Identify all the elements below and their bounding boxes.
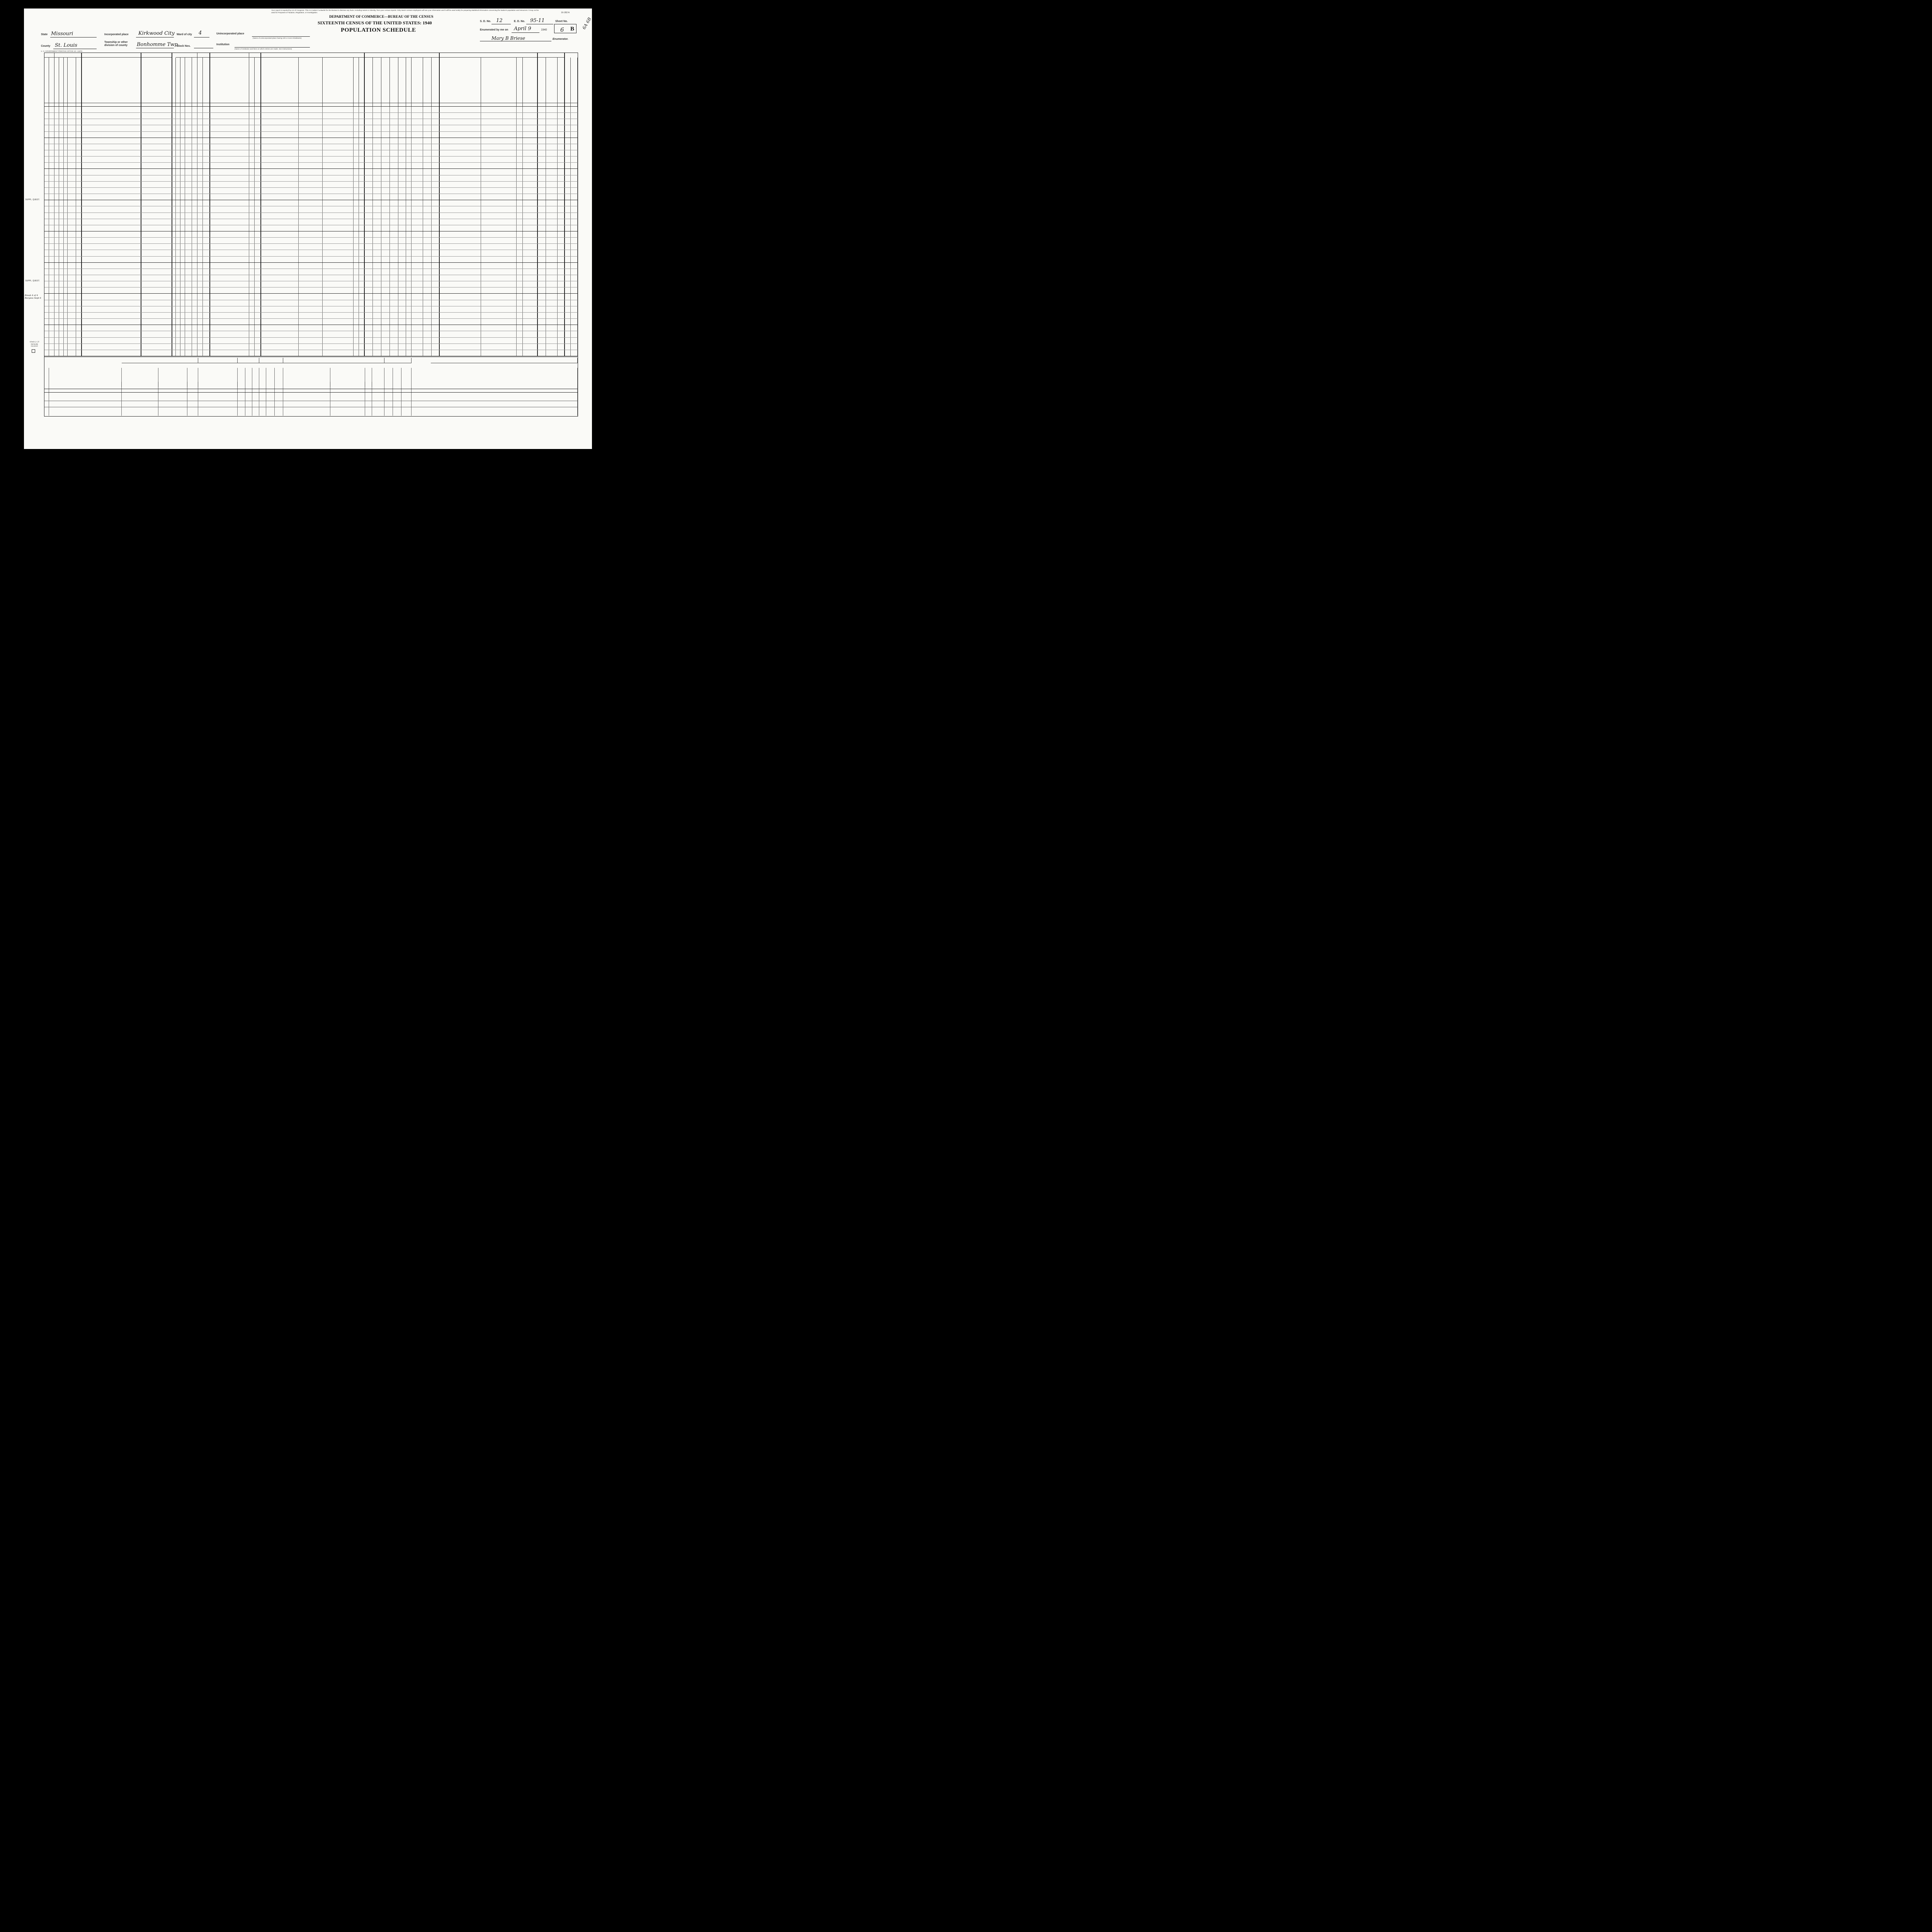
supp-section	[431, 358, 578, 363]
ward-label: Ward of city	[177, 33, 192, 36]
enumerated-date: April 9	[514, 26, 531, 32]
institution-label: Institution	[216, 43, 230, 46]
sheet-label: Sheet No.	[555, 20, 568, 23]
table-row	[44, 188, 578, 194]
supp-col-header	[330, 382, 365, 387]
column-group-header	[439, 53, 537, 58]
table-row	[44, 319, 578, 325]
table-row	[44, 119, 578, 125]
column-header	[558, 58, 565, 103]
township-value: Bonhomme Twp	[137, 42, 178, 48]
supp-rule	[274, 368, 275, 416]
county-value: St. Louis	[55, 43, 78, 48]
column-header	[176, 58, 180, 103]
table-row	[44, 113, 578, 119]
incorporated-value: Kirkwood City	[138, 31, 175, 36]
column-header	[390, 58, 398, 103]
state-value: Missouri	[51, 31, 73, 37]
column-number	[172, 103, 176, 107]
table-row	[44, 331, 578, 337]
column-header	[210, 58, 249, 103]
table-row	[44, 194, 578, 200]
table-row	[44, 163, 578, 169]
column-header	[517, 58, 523, 103]
column-number	[481, 103, 517, 107]
table-row	[44, 306, 578, 313]
table-row	[44, 281, 578, 287]
column-group-header	[176, 53, 197, 58]
column-number	[203, 103, 210, 107]
column-number	[364, 103, 373, 107]
column-header	[141, 58, 172, 103]
column-group-header	[54, 53, 82, 58]
table-row	[44, 138, 578, 144]
census-sheet	[24, 9, 592, 449]
supp-rule	[237, 368, 238, 416]
column-number	[299, 103, 323, 107]
column-header	[197, 58, 203, 103]
department: DEPARTMENT OF COMMERCE—BUREAU OF THE CENSUS	[329, 15, 434, 19]
column-header	[381, 58, 390, 103]
table-row	[44, 175, 578, 182]
legend-col30	[487, 417, 529, 447]
column-number	[197, 103, 203, 107]
column-number	[412, 103, 423, 107]
column-header	[255, 58, 261, 103]
column-header	[68, 58, 76, 103]
column-header	[364, 58, 373, 103]
column-number	[192, 103, 197, 107]
column-number	[323, 103, 354, 107]
column-number	[423, 103, 432, 107]
column-header	[546, 58, 558, 103]
enumerator-signature: Mary B Briese	[492, 36, 526, 41]
supp-section	[384, 358, 412, 363]
column-group-header	[210, 53, 249, 58]
column-header	[537, 58, 546, 103]
legend-col41	[532, 417, 577, 447]
legend-col10	[137, 417, 195, 447]
table-row	[44, 169, 578, 175]
table-row	[44, 206, 578, 213]
table-row	[44, 250, 578, 256]
column-number	[439, 103, 481, 107]
supp-section	[238, 358, 259, 363]
column-header	[249, 58, 255, 103]
table-row	[44, 125, 578, 131]
column-group-header	[364, 53, 439, 58]
column-number	[180, 103, 185, 107]
legend-col11	[197, 417, 263, 447]
column-header	[299, 58, 323, 103]
sheet-side: B	[570, 26, 575, 32]
column-number	[176, 103, 180, 107]
supp-section	[198, 358, 238, 363]
supp-rule	[121, 368, 122, 416]
column-header	[523, 58, 537, 103]
table-row	[44, 325, 578, 331]
table-row	[44, 238, 578, 244]
form-number: 16-282 A	[561, 12, 570, 14]
table-row	[44, 294, 578, 300]
table-row	[44, 313, 578, 319]
column-header	[571, 58, 578, 103]
column-number	[76, 103, 82, 107]
supp-col-header	[365, 382, 372, 387]
column-header	[373, 58, 381, 103]
supp-rule-h	[44, 392, 578, 393]
supp-section	[283, 358, 384, 363]
supp-col-header	[158, 382, 187, 387]
column-number	[185, 103, 192, 107]
column-header	[439, 58, 481, 103]
column-group-header	[44, 53, 54, 58]
suppl-quest-68: SUPPL. QUEST.	[25, 280, 40, 282]
column-number	[381, 103, 390, 107]
column-number	[558, 103, 565, 107]
column-number	[546, 103, 558, 107]
legend-col5	[77, 417, 134, 447]
table-row	[44, 269, 578, 275]
column-header	[432, 58, 439, 103]
margin-handnote: Break 4 of 4 Burgess Sept 6	[25, 294, 41, 299]
legend-col24	[438, 417, 485, 447]
supp-rule	[577, 368, 578, 416]
unincorporated-label: Unincorporated place	[216, 32, 244, 35]
column-group-header	[141, 53, 172, 58]
column-number	[49, 103, 54, 107]
column-header	[54, 58, 59, 103]
ed-label: E. D. No.	[514, 20, 525, 23]
sheet-value: 6	[560, 26, 564, 33]
column-number	[261, 103, 299, 107]
column-number	[523, 103, 537, 107]
column-header	[59, 58, 64, 103]
supplementary-questions	[44, 356, 578, 417]
column-header	[180, 58, 185, 103]
table-row	[44, 244, 578, 250]
column-number	[398, 103, 406, 107]
column-header	[172, 58, 176, 103]
column-header	[192, 58, 197, 103]
column-number	[59, 103, 64, 107]
table-row	[44, 225, 578, 231]
column-number	[432, 103, 439, 107]
table-row	[44, 107, 578, 113]
column-group-header	[261, 53, 364, 58]
legend-col14	[265, 417, 327, 447]
column-header	[565, 58, 571, 103]
column-number	[517, 103, 523, 107]
check-note: Check (✓) if Seriously Incorrect	[29, 341, 39, 347]
column-header	[481, 58, 517, 103]
column-group-header	[249, 53, 261, 58]
ward-value: 4	[199, 30, 202, 36]
table-row	[44, 350, 578, 356]
table-row	[44, 219, 578, 225]
column-header	[412, 58, 423, 103]
county-label: County	[41, 45, 51, 48]
ed-value: 95-11	[530, 18, 545, 24]
column-header	[359, 58, 364, 103]
column-number	[373, 103, 381, 107]
column-header	[82, 58, 141, 103]
supp-col-header	[283, 382, 330, 387]
margin-note: 6A 6B	[581, 16, 592, 31]
population-table	[44, 53, 578, 357]
column-number	[64, 103, 68, 107]
column-header	[44, 58, 49, 103]
table-row	[44, 263, 578, 269]
column-number	[565, 103, 571, 107]
column-number	[249, 103, 255, 107]
column-header	[354, 58, 359, 103]
column-number	[571, 103, 578, 107]
column-number	[354, 103, 359, 107]
column-group-header	[197, 53, 210, 58]
table-row	[44, 144, 578, 150]
column-header	[203, 58, 210, 103]
enumerator-label: Enumerator.	[553, 38, 568, 41]
legend-col21	[386, 417, 436, 447]
table-row	[44, 213, 578, 219]
table-row	[44, 287, 578, 294]
table-row	[44, 275, 578, 281]
column-header	[398, 58, 406, 103]
column-group-header	[537, 53, 565, 58]
unincorporated-note: (Name of unincorporated place having 100 or more inhabitants)	[253, 37, 302, 39]
incorporated-label: Incorporated place	[104, 33, 129, 36]
supp-col-header	[49, 382, 122, 387]
table-row	[44, 156, 578, 163]
block-label: Block Nos.	[177, 45, 191, 48]
table-row	[44, 150, 578, 156]
table-row	[44, 300, 578, 306]
supp-col-header	[122, 382, 158, 387]
supp-rule	[411, 368, 412, 416]
legend-col16	[329, 417, 383, 447]
explanatory-notes	[44, 417, 577, 447]
table-row	[44, 344, 578, 350]
column-header	[49, 58, 54, 103]
column-number	[141, 103, 172, 107]
check-box[interactable]	[32, 349, 35, 353]
table-row	[44, 231, 578, 238]
column-number	[54, 103, 59, 107]
table-row	[44, 257, 578, 263]
column-number	[44, 103, 49, 107]
confidentiality-notice: Your report is required by Act of Congress. This Act makes it unlawful for the Bureau to disclose any facts, including names or identity, from your census reports. Only sworn census employees will see your information and it will be used solely for preparing statistical information concerning the Nation's population and resources. It may not be used for Purposes of Taxation, Regulation, or Investigation.	[271, 9, 539, 14]
schedule-title: POPULATION SCHEDULE	[341, 27, 416, 33]
table-row	[44, 182, 578, 188]
supp-col-header	[187, 382, 198, 387]
column-header	[76, 58, 82, 103]
printing-office: U. S. GOVERNMENT PRINTING OFFICE 10—11876	[41, 50, 82, 52]
suppl-quest-55: SUPPL. QUEST.	[25, 199, 40, 201]
sd-label: S. D. No.	[480, 20, 491, 23]
supp-section	[122, 358, 198, 363]
column-header	[261, 58, 299, 103]
column-header	[64, 58, 68, 103]
supp-col-header	[198, 382, 238, 387]
column-header	[323, 58, 354, 103]
sd-value: 12	[496, 18, 503, 24]
table-row	[44, 338, 578, 344]
column-number	[390, 103, 398, 107]
column-number	[210, 103, 249, 107]
column-number	[359, 103, 364, 107]
enumerated-year: 1940	[541, 29, 547, 31]
enumerated-label: Enumerated by me on	[480, 29, 509, 31]
state-label: State	[41, 33, 48, 36]
column-group-header	[82, 53, 141, 58]
column-header	[423, 58, 432, 103]
sheet-box	[554, 24, 577, 33]
table-row	[44, 200, 578, 206]
column-number	[68, 103, 76, 107]
census-title: SIXTEENTH CENSUS OF THE UNITED STATES: 1940	[318, 20, 432, 26]
table-row	[44, 132, 578, 138]
column-header	[406, 58, 412, 103]
institution-note: (Name of institution and lines on which entries are made. See Instructions)	[235, 48, 292, 50]
column-number	[82, 103, 141, 107]
supp-section	[259, 358, 283, 363]
column-number	[537, 103, 546, 107]
column-number	[255, 103, 261, 107]
column-header	[185, 58, 192, 103]
column-number	[406, 103, 412, 107]
township-label: Township or other division of county	[104, 41, 128, 47]
